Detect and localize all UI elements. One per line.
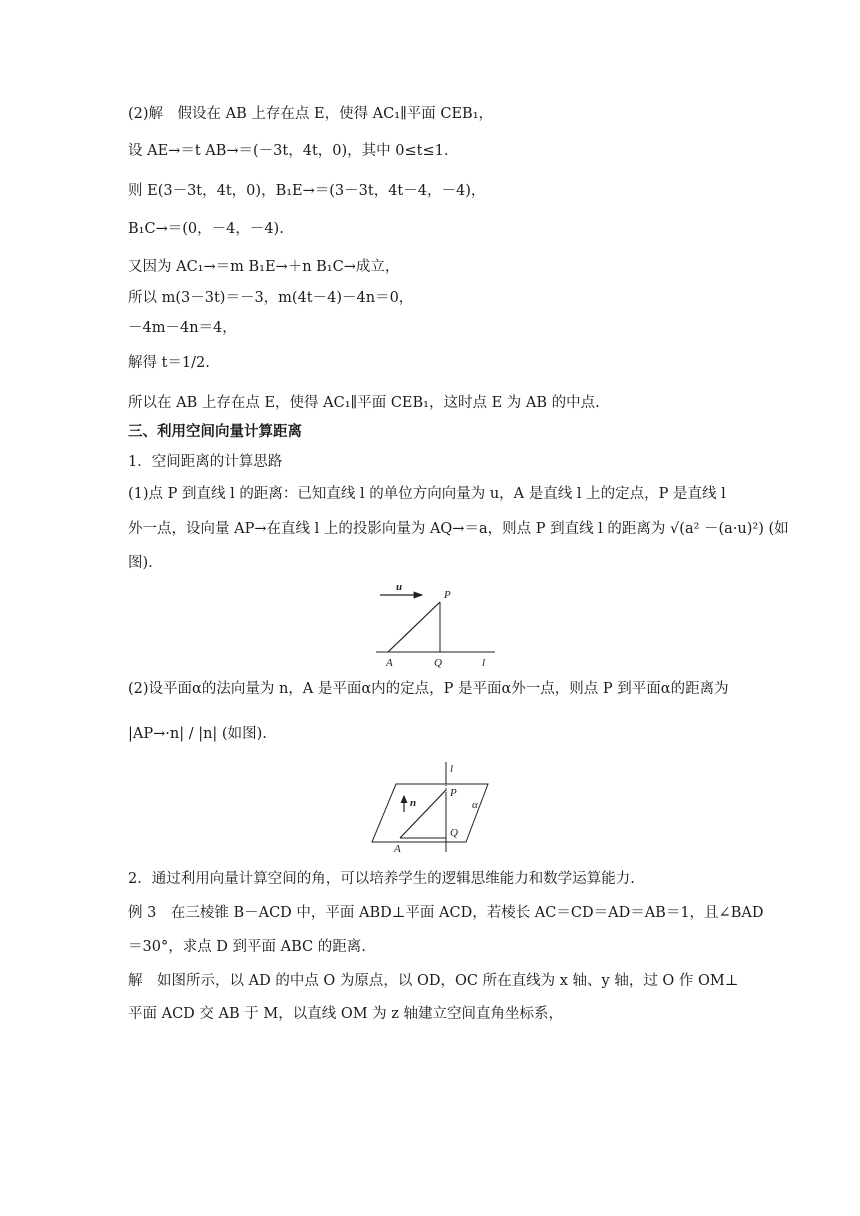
text-line-20: 解 如图所示，以 AD 的中点 O 为原点，以 OD，OC 所在直线为 x 轴、y 轴，过 O 作 OM⊥ <box>128 973 739 989</box>
label-P: P <box>444 589 451 601</box>
text-line-6: 所以 m(3－3t)＝－3，m(4t－4)－4n＝0， <box>128 290 414 306</box>
text-line-3: 则 E(3－3t，4t，0)，B₁E→＝(3－3t，4t－4，－4)， <box>128 183 486 199</box>
label-u: u <box>396 581 403 593</box>
text-line-5: 又因为 AC₁→＝m B₁E→＋n B₁C→成立， <box>128 259 400 275</box>
text-line-21: 平面 ACD 交 AB 于 M，以直线 OM 为 z 轴建立空间直角坐标系， <box>128 1006 564 1022</box>
label-A: A <box>386 657 393 669</box>
text-line-19: ＝30°，求点 D 到平面 ABC 的距离. <box>128 939 366 955</box>
text-line-13: 外一点，设向量 AP→在直线 l 上的投影向量为 AQ→＝a，则点 P 到直线 l 的距离为 √(a² －(a·u)²) (如 <box>128 521 789 537</box>
text-line-17: 2．通过利用向量计算空间的角，可以培养学生的逻辑思维能力和数学运算能力. <box>128 871 635 887</box>
text-line-15: (2)设平面α的法向量为 n，A 是平面α内的定点，P 是平面α外一点，则点 P 到平面α的距离为 <box>128 681 729 697</box>
segment-AP <box>400 790 446 838</box>
text-line-2: 设 AE→＝t AB→＝(－3t，4t，0)，其中 0≤t≤1. <box>128 143 449 159</box>
label-l: l <box>450 763 454 775</box>
segment-AP <box>388 602 440 652</box>
label-Q: Q <box>434 657 442 669</box>
section-heading: 三、利用空间向量计算距离 <box>128 424 302 440</box>
text-line-8: 解得 t＝1/2. <box>128 355 210 371</box>
label-A: A <box>394 843 401 855</box>
subsection-heading: 1．空间距离的计算思路 <box>128 454 283 470</box>
label-P: P <box>450 787 457 799</box>
text-line-4: B₁C→＝(0，－4，－4). <box>128 221 284 237</box>
plane-alpha <box>372 784 488 842</box>
label-n: n <box>410 797 417 809</box>
figure-point-to-line <box>370 580 500 670</box>
text-line-14: 图). <box>128 555 153 571</box>
figure-point-to-plane <box>368 760 498 855</box>
text-line-18: 例 3 在三棱锥 B－ACD 中，平面 ABD⊥平面 ACD，若棱长 AC＝CD＝AD＝AB＝1，且∠BAD <box>128 905 764 921</box>
text-line-1: (2)解 假设在 AB 上存在点 E，使得 AC₁∥平面 CEB₁， <box>128 106 494 122</box>
text-line-7: －4m－4n＝4， <box>128 320 237 336</box>
label-alpha: α <box>472 799 478 811</box>
text-line-12: (1)点 P 到直线 l 的距离：已知直线 l 的单位方向向量为 u，A 是直线 l 上的定点，P 是直线 l <box>128 486 726 502</box>
text-line-16: |AP→·n| / |n| (如图). <box>128 726 267 742</box>
label-Q: Q <box>450 827 458 839</box>
label-l: l <box>482 657 486 669</box>
text-line-9: 所以在 AB 上存在点 E，使得 AC₁∥平面 CEB₁，这时点 E 为 AB 的中点. <box>128 395 600 411</box>
